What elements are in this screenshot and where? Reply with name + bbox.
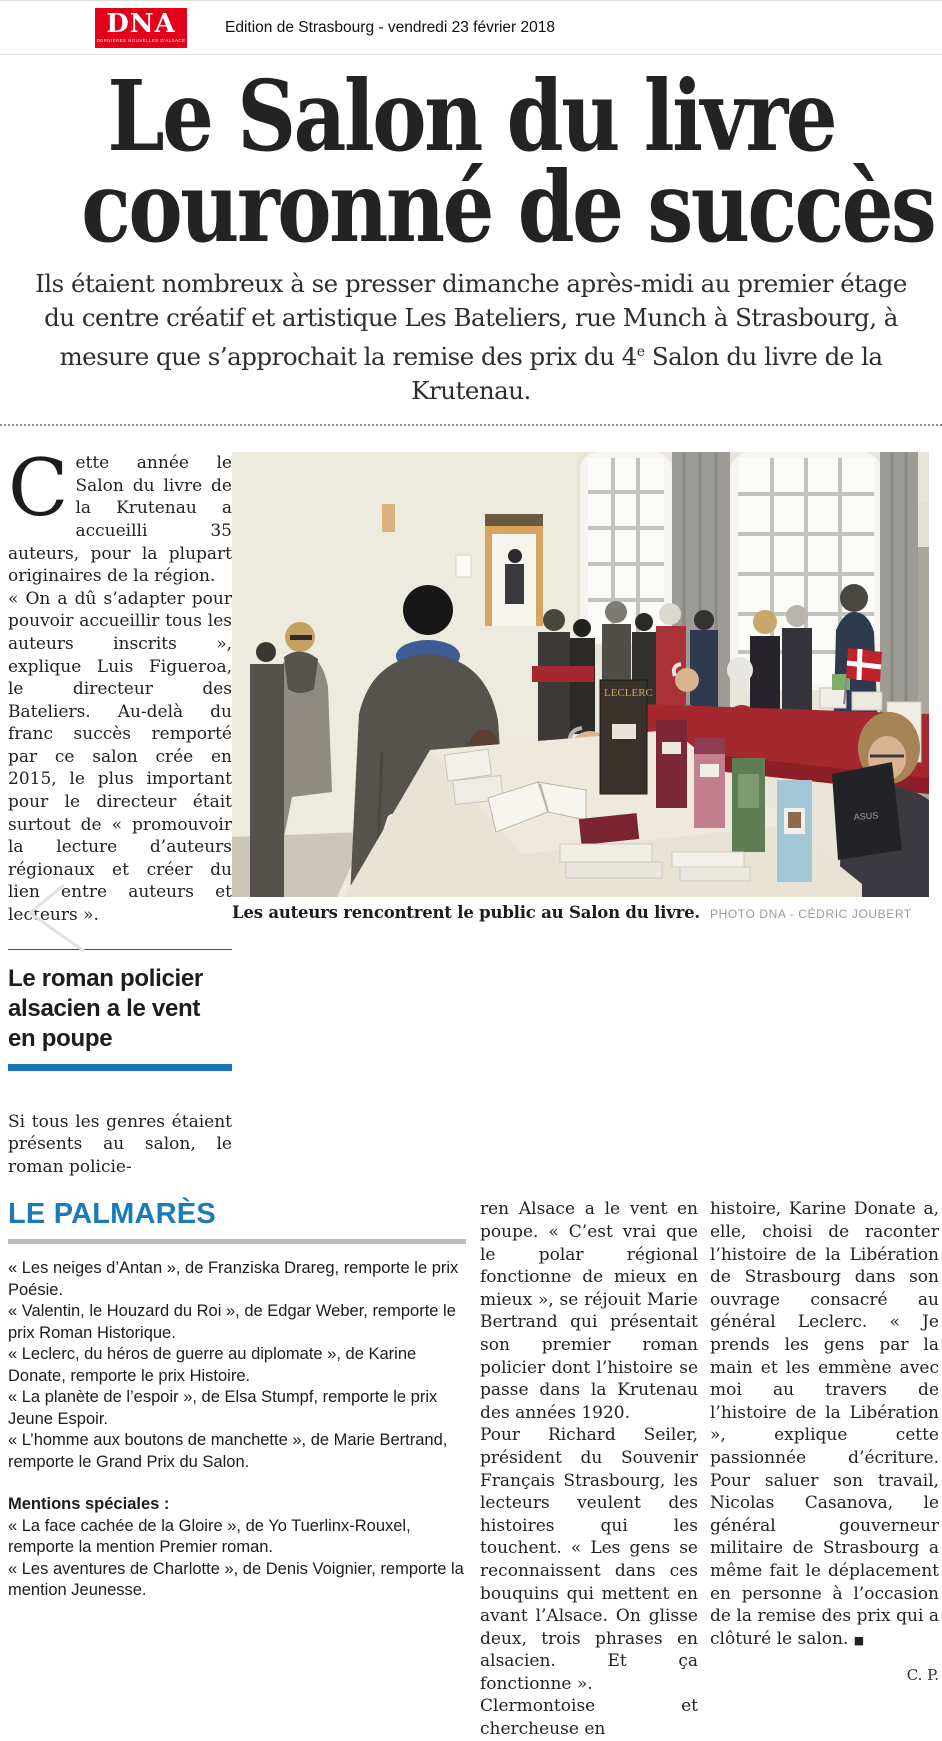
article-body bbox=[0, 426, 942, 1178]
salon-photo-illustration bbox=[232, 452, 929, 897]
dna-logo-tagline: DERNIÈRES NOUVELLES D'ALSACE bbox=[96, 38, 186, 43]
article-lede bbox=[29, 267, 913, 408]
column-divider bbox=[8, 949, 232, 950]
paragraph: ren Alsace a le vent en poupe. « C’est vrai que le polar régional fonctionne de mieux en mieux », se réjouit Marie Bertrand qui présentait son premier roman policier dont l’histoire se passe dans la Krutenau des années 1920. bbox=[480, 1199, 698, 1423]
article-photo-figure bbox=[232, 452, 929, 922]
photo-door bbox=[485, 514, 543, 626]
paragraph-lead bbox=[8, 442, 232, 588]
photo-credit: PHOTO DNA - CÉDRIC JOUBERT bbox=[709, 907, 912, 922]
lede-text: Ils étaient nombreux à se presser dimanche après-midi au premier étage du centre créatif et artistique Les Bateliers, rue Munch à Strasbourg, à mesure que s’approchait la remise des prix du 4 bbox=[35, 269, 907, 372]
paragraph: « On a dû s’adapter pour pouvoir accueillir tous les auteurs inscrits », explique Luis Figueroa, le directeur des Bateliers. Au-delà du franc succès remporté par ce salon crée en 2015, le plus important pour le directeur était surtout de « promouvoir la lecture d’auteurs régionaux et créer du lien entre auteurs et lecteurs ». bbox=[8, 588, 232, 926]
palmares-title: LE PALMARÈS bbox=[8, 1198, 216, 1231]
salon-photo bbox=[232, 452, 929, 897]
laptop-brand-label: ASUS bbox=[853, 810, 879, 823]
palmares-item: « Les neiges d’Antan », de Franziska Drareg, remporte le prix Poésie. bbox=[8, 1259, 459, 1299]
paragraph-text: histoire, Karine Donate a, elle, choisi de raconter l’histoire de la Libération de Strasbourg dans son ouvrage consacré au général Leclerc. « Je prends les gens par la main et les emmène avec moi au travers de l’histoire de la Libération », explique cette passionnée d’écriture. Pour saluer son travail, Nicolas Casanova, le général gouverneur militaire de Strasbourg a même fait le déplacement en personne à l’occasion de la remise des prix qui a clôturé le salon. bbox=[710, 1199, 939, 1649]
palmares-item: « La planète de l’espoir », de Elsa Stumpf, remporte le prix Jeune Espoir. bbox=[8, 1388, 438, 1428]
palmares-item: « Leclerc, du héros de guerre au diplomate », de Karine Donate, remporte le prix Histoire. bbox=[8, 1345, 417, 1385]
article-title-line2: couronné de succès bbox=[81, 150, 935, 264]
book-title-label: LECLERC bbox=[604, 687, 653, 700]
dna-logo-text: DNA bbox=[106, 9, 176, 39]
right-column bbox=[710, 1198, 939, 1684]
middle-column bbox=[480, 1198, 698, 1740]
photo-flag-icon bbox=[846, 648, 882, 682]
mentions-title: Mentions spéciales : bbox=[8, 1495, 170, 1514]
author-signature: C. P. bbox=[906, 1666, 939, 1685]
paragraph: Si tous les genres étaient présents au salon, le roman policie- bbox=[8, 1111, 232, 1177]
photo-caption bbox=[232, 903, 929, 922]
edition-date: Edition de Strasbourg - vendredi 23 février 2018 bbox=[225, 18, 556, 36]
bottom-section bbox=[0, 1178, 942, 1740]
dna-logo bbox=[95, 8, 187, 48]
mention-item: « La face cachée de la Gloire », de Yo Tuerlinx-Rouxel, remporte la mention Premier roman. bbox=[8, 1516, 411, 1557]
palmares-divider bbox=[8, 1239, 466, 1244]
paragraph-final bbox=[710, 1198, 939, 1652]
article-title bbox=[0, 59, 942, 264]
palmares-section bbox=[8, 1198, 466, 1602]
lede-superscript: e bbox=[636, 344, 645, 360]
drop-cap: C bbox=[8, 442, 69, 535]
paragraph: Clermontoise et chercheuse en bbox=[480, 1696, 698, 1740]
header-bar bbox=[0, 1, 942, 55]
paragraph-text: ette année le Salon du livre de la Krutenau a accueilli 35 auteurs, pour la plupart originaires de la région. bbox=[8, 453, 232, 587]
left-column bbox=[8, 442, 232, 1178]
palmares-item: « Valentin, le Houzard du Roi », de Edgar Weber, remporte le prix Roman Historique. bbox=[8, 1302, 456, 1342]
palmares-item: « L’homme aux boutons de manchette », de Marie Bertrand, remporte le Grand Prix du Salon. bbox=[8, 1431, 448, 1471]
photo-caption-text: Les auteurs rencontrent le public au Salon du livre. bbox=[232, 903, 700, 923]
paragraph: Pour Richard Seiler, président du Souvenir Français Strasbourg, les lecteurs veulent des histoires qui les touchent. « Les gens se reconnaissent dans ces bouquins qui mettent en avant l’Alsace. On glisse deux, trois phrases en alsacien. Et ça fonctionne ». bbox=[480, 1425, 698, 1694]
lede-text-end: Salon du livre de la Krutenau. bbox=[411, 342, 883, 406]
mention-item: « Les aventures de Charlotte », de Denis Voignier, remporte la mention Jeunesse. bbox=[8, 1559, 464, 1600]
section-subhead: Le roman policier alsacien a le vent en poupe bbox=[8, 964, 203, 1052]
subhead-accent-bar bbox=[8, 1064, 232, 1071]
end-mark: ■ bbox=[853, 1633, 865, 1647]
article-title-line1: Le Salon du livre bbox=[107, 59, 835, 173]
